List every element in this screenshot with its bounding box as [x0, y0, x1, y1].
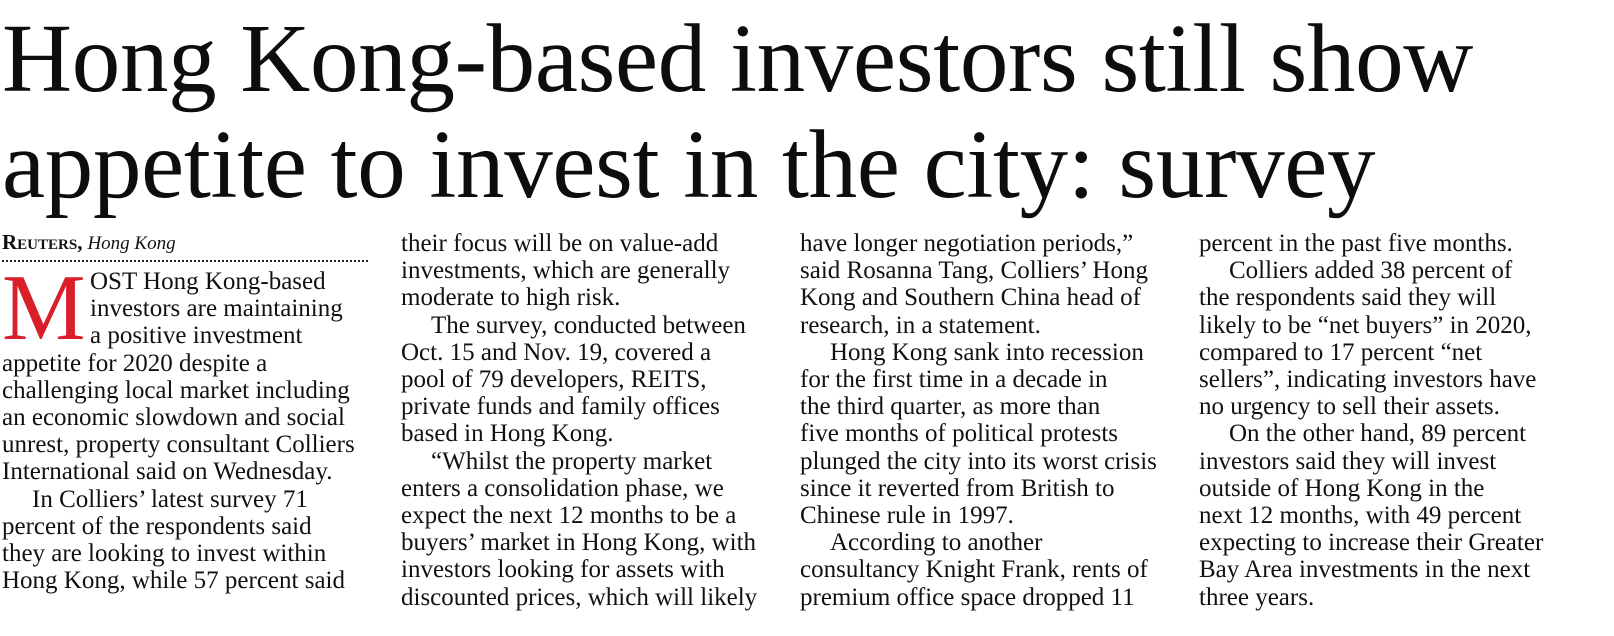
- body-line: five months of political protests: [800, 420, 1119, 448]
- body-line: expect the next 12 months to be a: [401, 502, 737, 530]
- body-line: premium office space dropped 11: [800, 583, 1135, 611]
- body-line: likely to be “net buyers” in 2020,: [1199, 311, 1532, 339]
- headline: [2, 6, 1602, 218]
- body-line: consultancy Knight Frank, rents of: [800, 556, 1148, 584]
- headline-line-2: appetite to invest in the city: survey: [2, 111, 1376, 218]
- headline-line-1: Hong Kong-based investors still show: [2, 5, 1474, 112]
- body-line: Chinese rule in 1997.: [800, 502, 1014, 530]
- body-line: According to another: [830, 529, 1043, 557]
- article-column-1: [2, 230, 378, 594]
- body-line: next 12 months, with 49 percent: [1199, 502, 1522, 530]
- body-line: Kong and Southern China head of: [800, 284, 1141, 312]
- body-line: On the other hand, 89 percent: [1229, 420, 1527, 448]
- byline-agency: Reuters,: [2, 230, 83, 254]
- body-line: for the first time in a decade in: [800, 366, 1108, 394]
- drop-cap: M: [2, 256, 86, 360]
- body-line: moderate to high risk.: [401, 284, 621, 312]
- body-line: said Rosanna Tang, Colliers’ Hong: [800, 257, 1148, 285]
- body-line: outside of Hong Kong in the: [1199, 474, 1485, 502]
- body-line: research, in a statement.: [800, 311, 1041, 339]
- body-line: the respondents said they will: [1199, 284, 1497, 312]
- body-line: buyers’ market in Hong Kong, with: [401, 529, 757, 557]
- body-line: an economic slowdown and social: [2, 404, 345, 432]
- article-column-2: [401, 230, 777, 611]
- body-line: The survey, conducted between: [431, 311, 746, 339]
- body-line: In Colliers’ latest survey 71: [32, 485, 308, 513]
- body-line: their focus will be on value-add: [401, 230, 719, 257]
- lead-paragraph: [2, 256, 378, 486]
- body-line: percent of the respondents said: [2, 512, 312, 540]
- body-line: investors looking for assets with: [401, 556, 725, 584]
- body-line: since it reverted from British to: [800, 474, 1115, 502]
- body-line: discounted prices, which will likely: [401, 583, 758, 611]
- body-line: have longer negotiation periods,”: [800, 230, 1134, 257]
- body-line: Hong Kong sank into recession: [830, 338, 1144, 366]
- body-line: based in Hong Kong.: [401, 420, 614, 448]
- body-line: investors said they will invest: [1199, 447, 1497, 475]
- body-line: sellers”, indicating investors have: [1199, 366, 1537, 394]
- body-line: Bay Area investments in the next: [1199, 556, 1531, 584]
- body-line: pool of 79 developers, REITS,: [401, 366, 707, 394]
- body-line: no urgency to sell their assets.: [1199, 393, 1500, 421]
- body-line: investors are maintaining: [90, 295, 343, 323]
- byline-location: Hong Kong: [87, 233, 176, 254]
- body-line: three years.: [1199, 583, 1315, 611]
- body-line: a positive investment: [90, 322, 303, 350]
- body-line: challenging local market including: [2, 376, 350, 404]
- body-line: OST Hong Kong-based: [90, 268, 326, 295]
- body-line: investments, which are generally: [401, 257, 731, 285]
- body-line: compared to 17 percent “net: [1199, 338, 1483, 366]
- body-line: expecting to increase their Greater: [1199, 529, 1544, 557]
- body-line: unrest, property consultant Colliers: [2, 431, 355, 459]
- body-line: Colliers added 38 percent of: [1229, 257, 1513, 285]
- body-line: private funds and family offices: [401, 393, 720, 421]
- body-line: they are looking to invest within: [2, 540, 327, 568]
- body-line: the third quarter, as more than: [800, 393, 1101, 421]
- body-line: plunged the city into its worst crisis: [800, 447, 1157, 475]
- article-column-3: [800, 230, 1176, 611]
- article-column-4: [1199, 230, 1604, 611]
- body-line: percent in the past five months.: [1199, 230, 1513, 257]
- body-line: enters a consolidation phase, we: [401, 474, 724, 502]
- body-line: “Whilst the property market: [431, 447, 713, 475]
- body-line: Oct. 15 and Nov. 19, covered a: [401, 338, 712, 366]
- body-line: International said on Wednesday.: [2, 458, 333, 486]
- body-line: appetite for 2020 despite a: [2, 349, 268, 377]
- byline: [2, 230, 378, 254]
- body-line: Hong Kong, while 57 percent said: [2, 567, 345, 595]
